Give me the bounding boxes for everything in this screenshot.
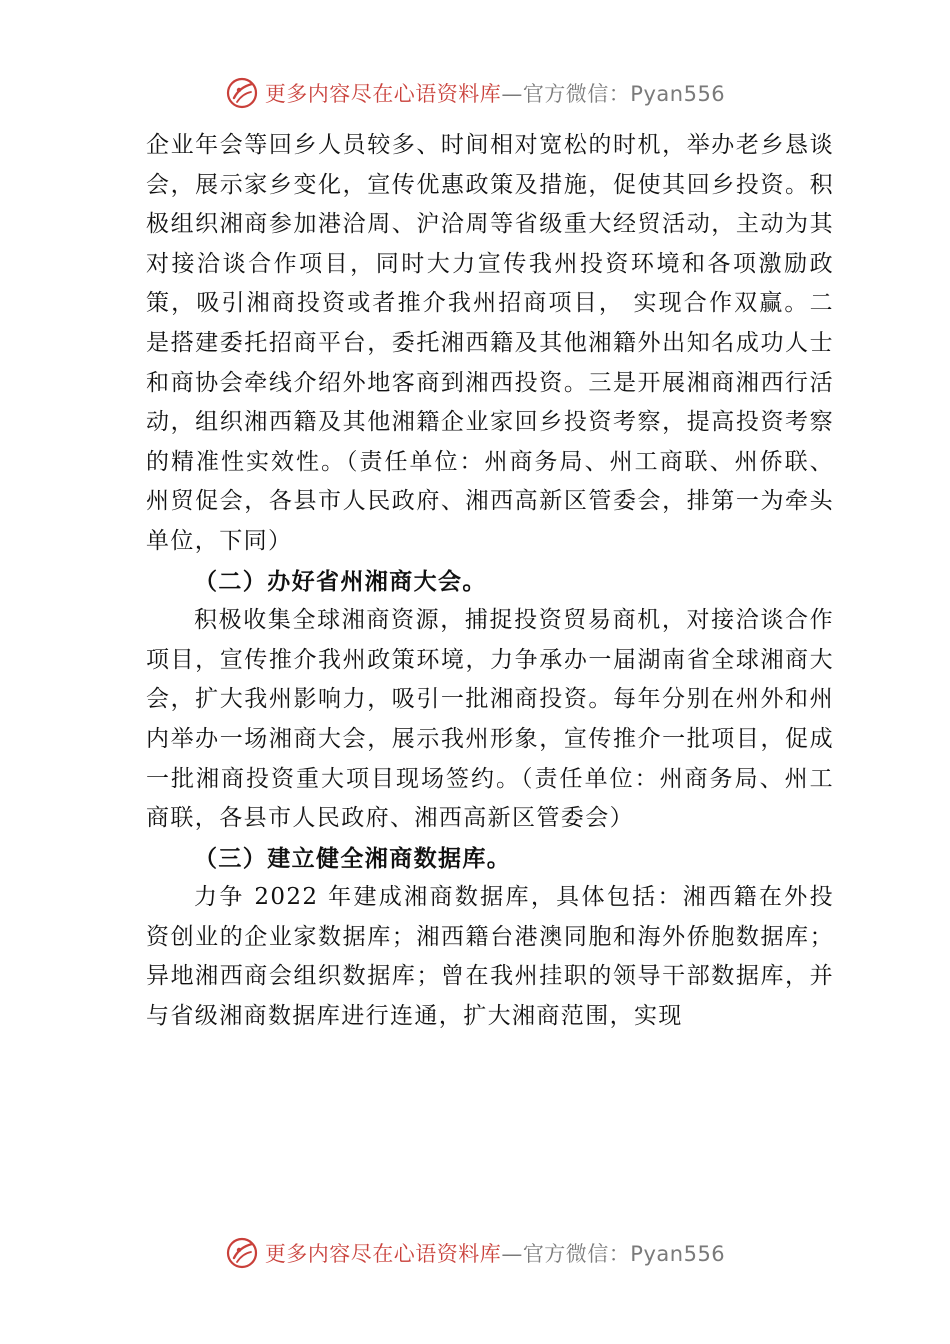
header-watermark: [0, 76, 950, 110]
document-body: [146, 126, 834, 1037]
section-heading-2: （二）办好省州湘商大会。: [194, 567, 487, 595]
seal-logo-icon: [225, 1236, 259, 1270]
watermark-site-name: 更多内容尽在心语资料库: [264, 1242, 502, 1266]
seal-logo-icon: [225, 76, 259, 110]
watermark-wechat: —官方微信：Pyan556: [501, 82, 726, 106]
footer-watermark: [0, 1236, 950, 1270]
section-heading-3: （三）建立健全湘商数据库。: [194, 844, 512, 872]
watermark-site-name: 更多内容尽在心语资料库: [264, 82, 502, 106]
paragraph-1: 企业年会等回乡人员较多、时间相对宽松的时机，举办老乡恳谈会，展示家乡变化，宣传优惠政策及措施，促使其回乡投资。积极组织湘商参加港洽周、沪洽周等省级重大经贸活动，主动为其对接洽谈合作项目，同时大力宣传我州投资环境和各项激励政策，吸引湘商投资或者推介我州招商项目， 实现合作双赢。二是搭建委托招商平台，委托湘西籍及其他湘籍外出知名成功人士和商协会牵线介绍外地客商到湘西投资。三是开展湘商湘西行活动，组织湘西籍及其他湘籍企业家回乡投资考察，提高投资考察的精准性实效性。（责任单位：州商务局、州工商联、州侨联、州贸促会，各县市人民政府、湘西高新区管委会，排第一为牵头单位，下同）: [146, 132, 834, 554]
paragraph-3: 力争 2022 年建成湘商数据库，具体包括：湘西籍在外投资创业的企业家数据库；湘西籍台港澳同胞和海外侨胞数据库；异地湘西商会组织数据库；曾在我州挂职的领导干部数据库，并与省级湘商数据库进行连通，扩大湘商范围，实现: [146, 884, 834, 1030]
paragraph-2: 积极收集全球湘商资源，捕捉投资贸易商机，对接洽谈合作项目，宣传推介我州政策环境，力争承办一届湖南省全球湘商大会，扩大我州影响力，吸引一批湘商投资。每年分别在州外和州内举办一场湘商大会，展示我州形象，宣传推介一批项目，促成一批湘商投资重大项目现场签约。（责任单位：州商务局、州工商联，各县市人民政府、湘西高新区管委会）: [146, 607, 834, 832]
watermark-wechat: —官方微信：Pyan556: [501, 1242, 726, 1266]
